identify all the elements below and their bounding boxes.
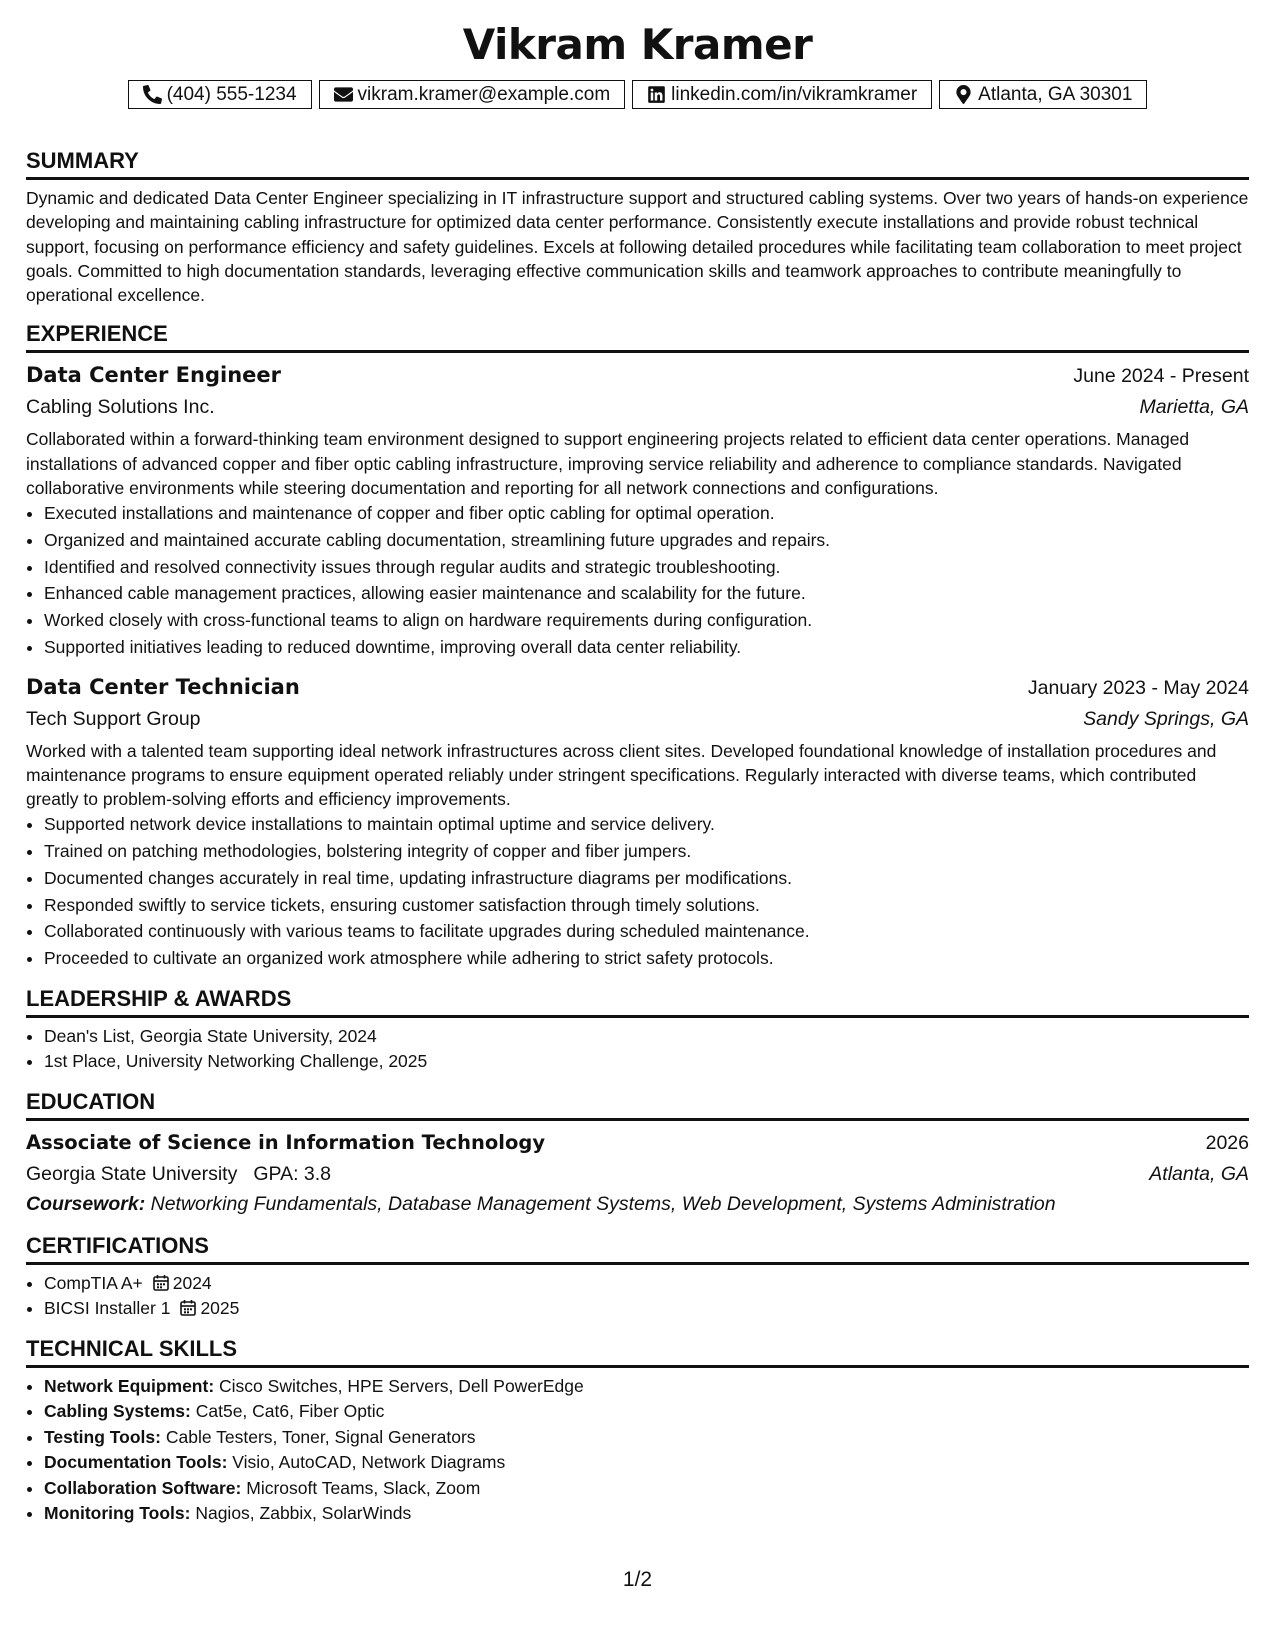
coursework-label: Coursework:	[26, 1192, 146, 1215]
calendar-icon	[153, 1274, 169, 1291]
list-item: • Trained on patching methodologies, bolstering integrity of copper and fiber jumpers.	[44, 838, 1249, 865]
job-description: Worked with a talented team supporting ideal network infrastructures across client sites. Developed foundational knowledge of installation procedures and maintenance programs to ensure equipment operated reliably under stringent specifications. Regularly interacted with diverse teams, which contributed greatly to problem-solving efforts and efficiency improvements.	[26, 740, 1217, 810]
job-location: Sandy Springs, GA	[1083, 707, 1249, 730]
map-marker-icon	[954, 85, 973, 104]
list-item	[44, 1450, 1249, 1476]
experience-section	[26, 321, 1249, 971]
gpa: GPA: 3.8	[253, 1162, 332, 1185]
job-title: Data Center Technician	[26, 674, 300, 699]
job-entry	[26, 671, 1249, 972]
list-item: • Executed installations and maintenance of copper and fiber optic cabling for optimal operation.	[44, 500, 1249, 527]
education-section	[26, 1089, 1249, 1219]
section-title: LEADERSHIP & AWARDS	[26, 986, 1249, 1018]
summary-section	[26, 148, 1249, 307]
job-title: Data Center Engineer	[26, 363, 281, 388]
degree-title: Associate of Science in Information Technology	[26, 1130, 546, 1154]
skill-label: Testing Tools:	[44, 1426, 161, 1447]
skill-label: Cabling Systems:	[44, 1401, 191, 1422]
job-location: Marietta, GA	[1139, 396, 1249, 419]
list-item	[44, 1271, 1249, 1297]
job-dates: January 2023 - May 2024	[1027, 676, 1249, 699]
list-item: • 1st Place, University Networking Challenge, 2025	[44, 1049, 1249, 1075]
skill-value: Cable Testers, Toner, Signal Generators	[165, 1426, 476, 1447]
list-item: • Responded swiftly to service tickets, ensuring customer satisfaction through timely solutions.	[44, 892, 1249, 919]
coursework-list: Networking Fundamentals, Database Management Systems, Web Development, Systems Administration	[150, 1192, 1056, 1215]
section-title: EXPERIENCE	[26, 321, 1249, 353]
cert-year: 2025	[200, 1298, 240, 1319]
skill-label: Monitoring Tools:	[44, 1503, 191, 1524]
skills-section	[26, 1336, 1249, 1527]
list-item: • Supported network device installations to maintain optimal uptime and service delivery.	[44, 811, 1249, 838]
list-item: • Supported initiatives leading to reduced downtime, improving overall data center reliability.	[44, 634, 1249, 661]
list-item	[44, 1425, 1249, 1451]
section-title: SUMMARY	[26, 148, 1249, 180]
cert-year: 2024	[172, 1272, 212, 1293]
candidate-name: Vikram Kramer	[462, 20, 813, 69]
linkedin-icon	[647, 85, 666, 104]
skill-label: Documentation Tools:	[44, 1452, 228, 1473]
job-entry	[26, 359, 1249, 660]
list-item	[44, 1501, 1249, 1527]
job-dates: June 2024 - Present	[1073, 365, 1249, 388]
summary-text: Dynamic and dedicated Data Center Engineer specializing in IT infrastructure support and structured cabling systems. Over two years of hands-on experience developing and maintaining cabling infrastructure for optimized data center performance. Consistently execute installations and provide robust technical support, focusing on performance efficiency and safety guidelines. Excels at following detailed procedures while facilitating team collaboration to meet project goals. Committed to high documentation standards, leveraging effective communication skills and teamwork approaches to contribute meaningfully to operational excellence.	[26, 188, 1249, 306]
school-name: Georgia State University	[26, 1162, 238, 1185]
skill-value: Visio, AutoCAD, Network Diagrams	[232, 1452, 506, 1473]
company-name: Tech Support Group	[26, 707, 201, 730]
list-item	[44, 1374, 1249, 1400]
contact-location-text: Atlanta, GA 30301	[978, 83, 1133, 105]
certifications-section	[26, 1233, 1249, 1322]
page-number: 1/2	[622, 1568, 653, 1591]
section-title: CERTIFICATIONS	[26, 1233, 1249, 1265]
skill-value: Cisco Switches, HPE Servers, Dell PowerEdge	[219, 1375, 584, 1396]
list-item	[44, 1399, 1249, 1425]
job-description: Collaborated within a forward-thinking team environment designed to support engineering projects related to efficient data center operations. Managed installations of advanced copper and fiber optic cabling infrastructure, improving service reliability and adherence to compliance standards. Navigated collaborative environments while steering documentation and reporting for all network connections and configurations.	[26, 429, 1190, 499]
skill-value: Cat5e, Cat6, Fiber Optic	[195, 1401, 385, 1422]
contact-phone-text: (404) 555-1234	[166, 83, 297, 105]
list-item: • Documented changes accurately in real time, updating infrastructure diagrams per modifications.	[44, 865, 1249, 892]
contact-linkedin-text: linkedin.com/in/vikramkramer	[671, 83, 918, 105]
graduation-year: 2026	[1205, 1131, 1249, 1154]
skills-list	[26, 1374, 1249, 1527]
skill-label: Collaboration Software:	[44, 1477, 242, 1498]
contact-email[interactable]	[319, 80, 626, 109]
list-item: • Organized and maintained accurate cabling documentation, streamlining future upgrades and repairs.	[44, 527, 1249, 554]
calendar-icon	[180, 1299, 196, 1316]
list-item	[44, 1296, 1249, 1322]
contact-bar	[0, 80, 1275, 109]
company-name: Cabling Solutions Inc.	[26, 396, 215, 419]
cert-name: BICSI Installer 1	[44, 1298, 171, 1319]
school-location: Atlanta, GA	[1149, 1162, 1249, 1185]
skill-value: Microsoft Teams, Slack, Zoom	[246, 1477, 481, 1498]
resume-body	[26, 148, 1249, 1541]
cert-name: CompTIA A+	[44, 1272, 143, 1293]
contact-email-text: vikram.kramer@example.com	[357, 83, 611, 105]
leadership-section	[26, 986, 1249, 1075]
section-title: TECHNICAL SKILLS	[26, 1336, 1249, 1368]
contact-linkedin[interactable]	[632, 80, 932, 109]
contact-location	[939, 80, 1147, 109]
awards-list	[26, 1024, 1249, 1075]
list-item: • Proceeded to cultivate an organized work atmosphere while adhering to strict safety protocols.	[44, 945, 1249, 972]
contact-phone	[128, 80, 312, 109]
job-bullets	[26, 811, 1249, 971]
envelope-icon	[334, 85, 353, 104]
section-title: EDUCATION	[26, 1089, 1249, 1121]
list-item: • Identified and resolved connectivity issues through regular audits and strategic troubleshooting.	[44, 554, 1249, 581]
list-item	[44, 1476, 1249, 1502]
coursework	[26, 1189, 1249, 1219]
list-item: • Worked closely with cross-functional teams to align on hardware requirements during configuration.	[44, 607, 1249, 634]
list-item: • Enhanced cable management practices, allowing easier maintenance and scalability for the future.	[44, 580, 1249, 607]
list-item: • Dean's List, Georgia State University, 2024	[44, 1024, 1249, 1050]
school-info	[26, 1159, 331, 1189]
skill-value: Nagios, Zabbix, SolarWinds	[195, 1503, 412, 1524]
phone-icon	[143, 85, 162, 104]
job-bullets	[26, 500, 1249, 660]
certifications-list	[26, 1271, 1249, 1322]
skill-label: Network Equipment:	[44, 1375, 215, 1396]
list-item: • Collaborated continuously with various teams to facilitate upgrades during scheduled maintenance.	[44, 918, 1249, 945]
